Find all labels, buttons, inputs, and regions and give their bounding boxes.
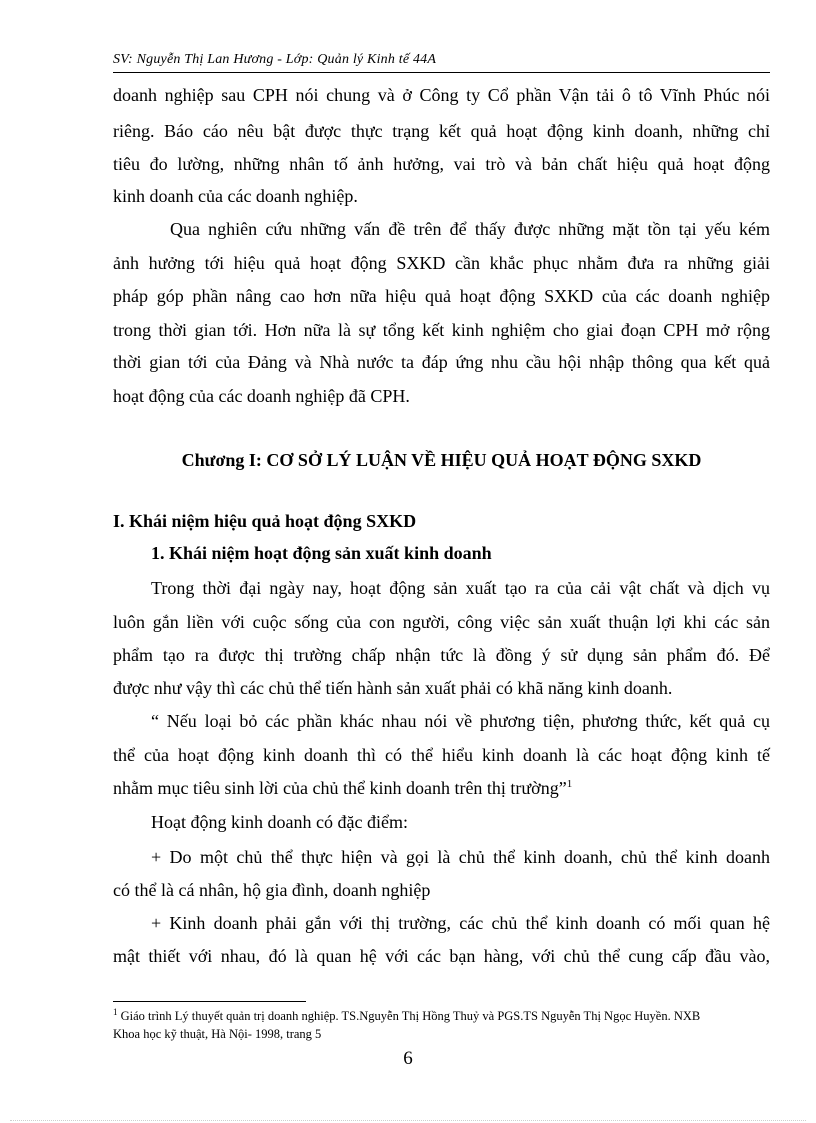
list-item: + Do một chủ thể thực hiện và gọi là chủ thể kinh doanh, chủ thể kinh doanh (151, 847, 770, 867)
chapter-title: Chương I: CƠ SỞ LÝ LUẬN VỀ HIỆU QUẢ HOẠT ĐỘNG SXKD (181, 450, 702, 470)
footnote-reference: 1 (566, 778, 573, 790)
body-line: ảnh hưởng tới hiệu quả hoạt động SXKD cần khắc phục nhằm đưa ra những giải (113, 253, 770, 273)
footnote-line (113, 1007, 770, 1025)
footnote-marker: 1 (113, 1006, 118, 1017)
body-line: luôn gắn liền với cuộc sống của con người, công việc sản xuất thuận lợi khi các sản (113, 612, 770, 632)
subsection-heading: 1. Khái niệm hoạt động sản xuất kinh doanh (151, 543, 492, 563)
body-line: riêng. Báo cáo nêu bật được thực trạng kết quả hoạt động kinh doanh, những chỉ (113, 121, 770, 141)
quote-line: “ Nếu loại bỏ các phần khác nhau nói về phương tiện, phương thức, kết quả cụ (151, 711, 770, 731)
body-line: pháp góp phần nâng cao hơn nữa hiệu quả hoạt động SXKD của các doanh nghiệp (113, 286, 770, 306)
body-line: Hoạt động kinh doanh có đặc điểm: (151, 812, 408, 832)
body-line: phẩm tạo ra được thị trường chấp nhận tức là đồng ý sử dụng sản phẩm đó. Để (113, 645, 770, 665)
quote-line (113, 776, 770, 800)
running-header: SV: Nguyễn Thị Lan Hương - Lớp: Quản lý Kinh tế 44A (113, 52, 437, 67)
quote-line: thể của hoạt động kinh doanh thì có thể hiểu kinh doanh là các hoạt động kinh tế (113, 745, 770, 765)
body-line: Trong thời đại ngày nay, hoạt động sản xuất tạo ra của cải vật chất và dịch vụ (151, 578, 770, 598)
body-line: doanh nghiệp sau CPH nói chung và ở Công ty Cổ phần Vận tải ô tô Vĩnh Phúc nói (113, 85, 770, 105)
list-item: + Kinh doanh phải gắn với thị trường, các chủ thể kinh doanh có mối quan hệ (151, 913, 770, 933)
list-item-continuation: có thể là cá nhân, hộ gia đình, doanh nghiệp (113, 880, 431, 900)
quote-text: nhằm mục tiêu sinh lời của chủ thể kinh doanh trên thị trường” (113, 778, 567, 798)
body-line: thời gian tới của Đảng và Nhà nước ta đáp ứng nhu cầu hội nhập thông qua kết quả (113, 352, 770, 372)
body-line: Qua nghiên cứu những vấn đề trên để thấy được những mặt tồn tại yếu kém (170, 219, 770, 239)
page-number: 6 (403, 1048, 413, 1069)
page-bottom-border (10, 1120, 806, 1121)
header-rule (113, 72, 770, 73)
body-line: hoạt động của các doanh nghiệp đã CPH. (113, 386, 410, 406)
list-item-continuation: mật thiết với nhau, đó là quan hệ với các bạn hàng, với chủ thể cung cấp đầu vào, (113, 946, 770, 966)
body-line: được như vậy thì các chủ thể tiến hành sản xuất phải có khã năng kinh doanh. (113, 678, 673, 698)
footnote-separator (113, 1001, 306, 1002)
body-line: trong thời gian tới. Hơn nữa là sự tổng kết kinh nghiệm cho giai đoạn CPH mở rộng (113, 320, 770, 340)
footnote-text: Giáo trình Lý thuyết quản trị doanh nghiệp. TS.Nguyễn Thị Hồng Thuỷ và PGS.TS Nguyễn Thị Ngọc Huyền. NXB (117, 1009, 701, 1023)
section-heading: I. Khái niệm hiệu quả hoạt động SXKD (113, 511, 417, 531)
body-line: tiêu đo lường, những nhân tố ảnh hưởng, vai trò và bản chất hiệu quả hoạt động (113, 154, 770, 174)
footnote-line: Khoa học kỹ thuật, Hà Nội- 1998, trang 5 (113, 1027, 322, 1041)
body-line: kinh doanh của các doanh nghiệp. (113, 186, 358, 206)
